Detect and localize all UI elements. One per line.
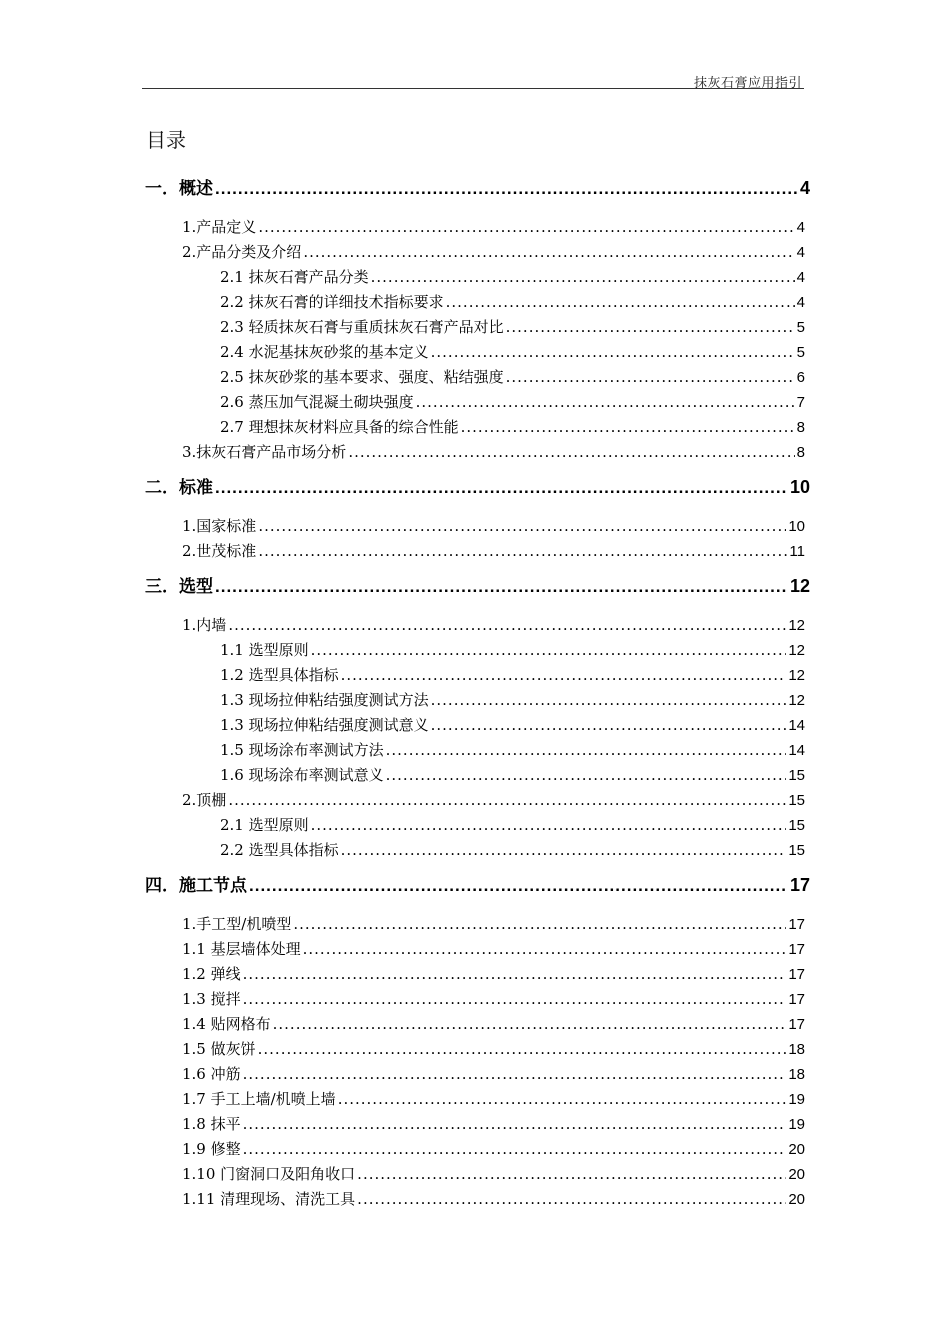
toc-entry[interactable]	[220, 839, 805, 860]
toc-entry[interactable]	[220, 291, 805, 312]
dot-leader	[348, 443, 794, 461]
toc-entry[interactable]	[182, 1188, 805, 1209]
dot-leader	[416, 393, 795, 411]
toc-entry[interactable]	[220, 316, 805, 337]
toc-entry[interactable]	[182, 1088, 805, 1109]
toc-entry-label: 三．选型	[145, 577, 213, 596]
dot-leader	[506, 368, 795, 386]
toc-entry[interactable]	[182, 614, 805, 635]
toc-page-number: 6	[796, 369, 805, 386]
dot-leader	[215, 577, 788, 597]
dot-leader	[258, 542, 787, 560]
dot-leader	[258, 517, 786, 535]
toc-entry[interactable]	[182, 515, 805, 536]
toc-entry-label: 1.5 现场涂布率测试方法	[220, 741, 384, 759]
toc-entry-label: 2.2 抹灰石膏的详细技术指标要求	[220, 293, 444, 311]
document-header-title: 抹灰石膏应用指引	[693, 76, 802, 91]
toc-section-standards[interactable]	[145, 473, 810, 498]
toc-page-number: 4	[796, 244, 805, 261]
dot-leader	[311, 816, 787, 834]
toc-page-number: 17	[788, 916, 805, 933]
toc-page-number: 10	[788, 518, 805, 535]
toc-entry[interactable]	[182, 1038, 805, 1059]
toc-page-number: 17	[789, 875, 810, 895]
toc-page-number: 14	[788, 742, 805, 759]
toc-entry-label: 1.10 门窗洞口及阳角收口	[182, 1165, 356, 1183]
toc-entry[interactable]	[220, 689, 805, 710]
toc-heading: 目录	[146, 128, 186, 152]
toc-page-number: 20	[788, 1191, 805, 1208]
toc-entry-label: 1.手工型/机喷型	[182, 915, 292, 933]
toc-section-overview[interactable]	[145, 174, 810, 199]
toc-entry-label: 1.3 现场拉伸粘结强度测试方法	[220, 691, 429, 709]
toc-entry-label: 2.世茂标准	[182, 542, 257, 560]
toc-page-number: 4	[796, 269, 805, 286]
toc-page-number: 12	[788, 692, 805, 709]
toc-page-number: 20	[788, 1166, 805, 1183]
toc-page-number: 5	[796, 344, 805, 361]
toc-page-number: 20	[788, 1141, 805, 1158]
toc-entry[interactable]	[182, 913, 805, 934]
toc-entry[interactable]	[182, 1113, 805, 1134]
toc-entry[interactable]	[220, 266, 805, 287]
toc-entry-label: 1.9 修整	[182, 1140, 241, 1158]
toc-page-number: 19	[788, 1091, 805, 1108]
dot-leader	[303, 243, 794, 261]
toc-entry[interactable]	[182, 1013, 805, 1034]
toc-entry-label: 1.内墙	[182, 616, 227, 634]
toc-entry-label: 2.7 理想抹灰材料应具备的综合性能	[220, 418, 459, 436]
toc-entry[interactable]	[182, 441, 805, 462]
toc-entry[interactable]	[182, 988, 805, 1009]
toc-page-number: 17	[788, 966, 805, 983]
toc-entry-label: 3.抹灰石膏产品市场分析	[182, 443, 347, 461]
toc-entry-label: 1.3 搅拌	[182, 990, 241, 1008]
toc-entry-label: 2.3 轻质抹灰石膏与重质抹灰石膏产品对比	[220, 318, 504, 336]
dot-leader	[341, 841, 787, 859]
dot-leader	[311, 641, 787, 659]
toc-entry[interactable]	[182, 1163, 805, 1184]
dot-leader	[431, 691, 787, 709]
toc-page-number: 17	[788, 991, 805, 1008]
dot-leader	[357, 1190, 786, 1208]
toc-entry-label: 2.5 抹灰砂浆的基本要求、强度、粘结强度	[220, 368, 504, 386]
dot-leader	[243, 990, 787, 1008]
toc-page-number: 8	[796, 419, 805, 436]
toc-page-number: 10	[789, 477, 810, 497]
toc-entry[interactable]	[220, 714, 805, 735]
toc-entry-label: 1.5 做灰饼	[182, 1040, 256, 1058]
dot-leader	[371, 268, 795, 286]
toc-page-number: 12	[788, 642, 805, 659]
toc-page-number: 7	[796, 394, 805, 411]
toc-entry-label: 1.2 弹线	[182, 965, 241, 983]
toc-entry[interactable]	[182, 938, 805, 959]
dot-leader	[243, 1115, 787, 1133]
toc-entry-label: 1.2 选型具体指标	[220, 666, 339, 684]
dot-leader	[461, 418, 795, 436]
toc-entry[interactable]	[220, 764, 805, 785]
toc-entry-label: 2.顶棚	[182, 791, 227, 809]
toc-page-number: 17	[788, 941, 805, 958]
dot-leader	[431, 343, 795, 361]
dot-leader	[386, 766, 787, 784]
dot-leader	[431, 716, 787, 734]
toc-entry-label: 2.4 水泥基抹灰砂浆的基本定义	[220, 343, 429, 361]
toc-page-number: 15	[788, 767, 805, 784]
toc-entry-label: 1.4 贴网格布	[182, 1015, 271, 1033]
toc-section-construction[interactable]	[145, 871, 810, 896]
toc-entry-label: 一．概述	[145, 179, 213, 198]
toc-entry-label: 1.6 现场涂布率测试意义	[220, 766, 384, 784]
toc-entry-label: 四．施工节点	[145, 876, 247, 895]
toc-entry-label: 2.2 选型具体指标	[220, 841, 339, 859]
dot-leader	[228, 791, 786, 809]
toc-entry[interactable]	[220, 814, 805, 835]
toc-entry[interactable]	[220, 639, 805, 660]
toc-entry-label: 1.1 基层墙体处理	[182, 940, 301, 958]
dot-leader	[249, 876, 788, 896]
toc-page-number: 5	[796, 319, 805, 336]
toc-entry-label: 1.国家标准	[182, 517, 257, 535]
toc-entry-label: 1.11 清理现场、清洗工具	[182, 1190, 356, 1208]
toc-page-number: 15	[788, 792, 805, 809]
toc-entry[interactable]	[182, 1063, 805, 1084]
dot-leader	[228, 616, 786, 634]
toc-page-number: 12	[788, 617, 805, 634]
toc-entry-label: 1.7 手工上墙/机喷上墙	[182, 1090, 336, 1108]
toc-page-number: 18	[788, 1041, 805, 1058]
dot-leader	[215, 478, 788, 498]
dot-leader	[258, 218, 794, 236]
toc-entry-label: 2.1 抹灰石膏产品分类	[220, 268, 369, 286]
dot-leader	[273, 1015, 787, 1033]
toc-entry-label: 1.8 抹平	[182, 1115, 241, 1133]
toc-page-number: 4	[796, 219, 805, 236]
toc-entry[interactable]	[220, 664, 805, 685]
toc-entry-label: 1.产品定义	[182, 218, 257, 236]
toc-entry[interactable]	[182, 963, 805, 984]
toc-page-number: 17	[788, 1016, 805, 1033]
toc-entry[interactable]	[220, 366, 805, 387]
toc-page-number: 4	[796, 294, 805, 311]
toc-page-number: 15	[788, 842, 805, 859]
toc-page-number: 18	[788, 1066, 805, 1083]
toc-page-number: 4	[799, 178, 810, 198]
toc-entry[interactable]	[182, 1138, 805, 1159]
toc-entry-label: 2.1 选型原则	[220, 816, 309, 834]
toc-entry-label: 二．标准	[145, 478, 213, 497]
toc-entry-label: 2.产品分类及介绍	[182, 243, 302, 261]
toc-entry[interactable]	[220, 739, 805, 760]
toc-page-number: 14	[788, 717, 805, 734]
toc-entry-label: 1.6 冲筋	[182, 1065, 241, 1083]
toc-entry-label: 1.3 现场拉伸粘结强度测试意义	[220, 716, 429, 734]
toc-entry[interactable]	[182, 789, 805, 810]
dot-leader	[243, 965, 787, 983]
toc-page-number: 11	[789, 543, 805, 560]
dot-leader	[215, 179, 798, 199]
toc-page-number: 19	[788, 1116, 805, 1133]
dot-leader	[258, 1040, 787, 1058]
toc-section-selection[interactable]	[145, 572, 810, 597]
toc-entry[interactable]	[182, 216, 805, 237]
toc-page-number: 15	[788, 817, 805, 834]
toc-entry[interactable]	[220, 416, 805, 437]
toc-entry[interactable]	[220, 341, 805, 362]
dot-leader	[386, 741, 787, 759]
dot-leader	[341, 666, 787, 684]
dot-leader	[243, 1140, 787, 1158]
toc-entry[interactable]	[220, 391, 805, 412]
toc-page-number: 12	[788, 667, 805, 684]
toc-entry[interactable]	[182, 241, 805, 262]
dot-leader	[446, 293, 795, 311]
dot-leader	[357, 1165, 786, 1183]
dot-leader	[506, 318, 795, 336]
toc-entry-label: 2.6 蒸压加气混凝土砌块强度	[220, 393, 414, 411]
toc-page-number: 12	[789, 576, 810, 596]
toc-page-number: 8	[796, 444, 805, 461]
dot-leader	[293, 915, 786, 933]
dot-leader	[243, 1065, 787, 1083]
toc-entry[interactable]	[182, 540, 805, 561]
dot-leader	[303, 940, 787, 958]
dot-leader	[338, 1090, 787, 1108]
toc-entry-label: 1.1 选型原则	[220, 641, 309, 659]
